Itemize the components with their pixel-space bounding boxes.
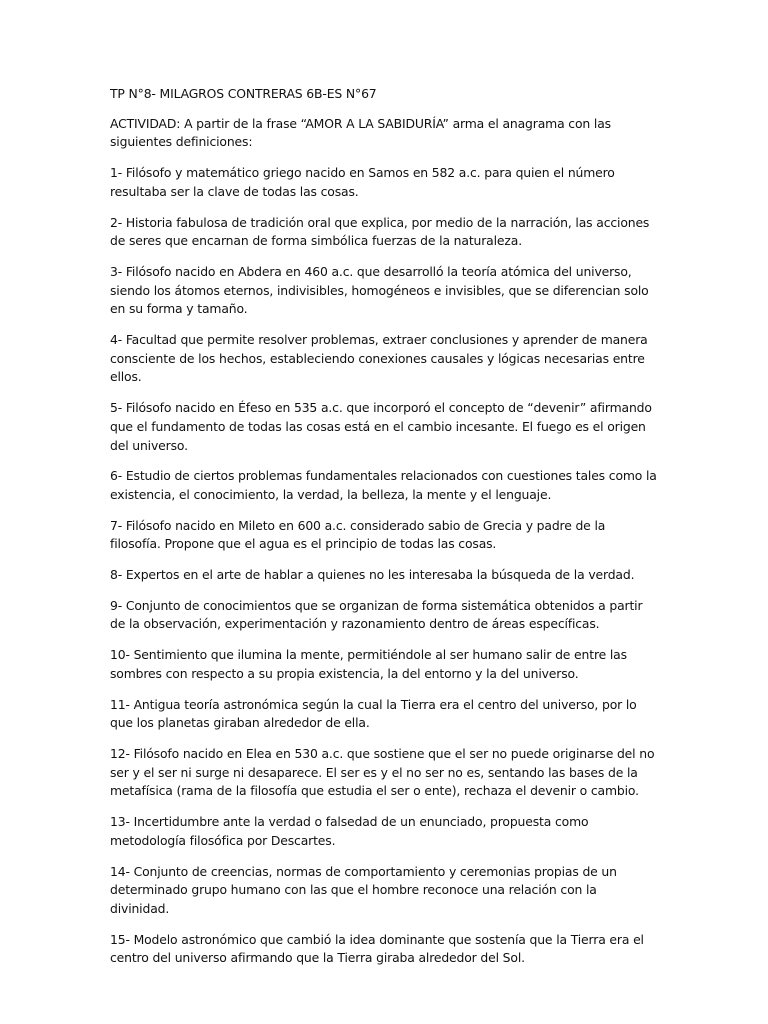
definition-item-9: 9- Conjunto de conocimientos que se organizan de forma sistemática obtenidos a partir de la observación, experimentación y razonamiento dentro de áreas específicas. [110,597,643,632]
definition-item-7: 7- Filósofo nacido en Mileto en 600 a.c. considerado sabio de Grecia y padre de la filosofía. Propone que el agua es el principio de todas las cosas. [110,517,606,552]
definition-item-5: 5- Filósofo nacido en Éfeso en 535 a.c. que incorporó el concepto de “devenir” afirmando que el fundamento de todas las cosas está en el cambio incesante. El fuego es el origen del universo. [110,400,652,453]
document-title: TP N°8- MILAGROS CONTRERAS 6B-ES N°67 [110,86,377,101]
definition-item-6: 6- Estudio de ciertos problemas fundamentales relacionados con cuestiones tales como la existencia, el conocimiento, la verdad, la belleza, la mente y el lenguaje. [110,468,657,502]
document-page [110,85,658,980]
definition-item-12: 12- Filósofo nacido en Elea en 530 a.c. que sostiene que el ser no puede originarse del no ser y el ser ni surge ni desaparece. El ser es y el no ser no es, sentando las bases de la metafísica (rama de la filosofía que estudia el ser o ente), rechaza el devenir o cambio. [110,745,655,799]
activity-instructions: ACTIVIDAD: A partir de la frase “AMOR A LA SABIDURÍA” arma el anagrama con las siguientes definiciones: [110,115,611,150]
definition-item-8: 8- Expertos en el arte de hablar a quienes no les interesaba la búsqueda de la verdad. [110,567,635,583]
definition-item-15: 15- Modelo astronómico que cambió la idea dominante que sostenía que la Tierra era el centro del universo afirmando que la Tierra giraba alrededor del Sol. [110,931,644,966]
definition-item-1: 1- Filósofo y matemático griego nacido en Samos en 582 a.c. para quien el número resultaba ser la clave de todas las cosas. [110,165,615,199]
definition-item-13: 13- Incertidumbre ante la verdad o falsedad de un enunciado, propuesta como metodología filosófica por Descartes. [110,814,589,848]
definition-item-14: 14- Conjunto de creencias, normas de comportamiento y ceremonias propias de un determinado grupo humano con las que el hombre reconoce una relación con la divinidad. [110,863,617,916]
definition-item-4: 4- Facultad que permite resolver problemas, extraer conclusiones y aprender de manera consciente de los hechos, estableciendo conexiones causales y lógicas necesarias entre ellos. [110,332,648,385]
definition-item-10: 10- Sentimiento que ilumina la mente, permitiéndole al ser humano salir de entre las sombres con respecto a su propia existencia, la del entorno y la del universo. [110,647,627,681]
definition-item-3: 3- Filósofo nacido en Abdera en 460 a.c. que desarrolló la teoría atómica del universo, siendo los átomos eternos, indivisibles, homogéneos e invisibles, que se diferencian solo en su forma y tamaño. [110,263,649,317]
definition-item-2: 2- Historia fabulosa de tradición oral que explica, por medio de la narración, las acciones de seres que encarnan de forma simbólica fuerzas de la naturaleza. [110,214,650,249]
definition-item-11: 11- Antigua teoría astronómica según la cual la Tierra era el centro del universo, por lo que los planetas giraban alrededor de ella. [110,696,637,731]
